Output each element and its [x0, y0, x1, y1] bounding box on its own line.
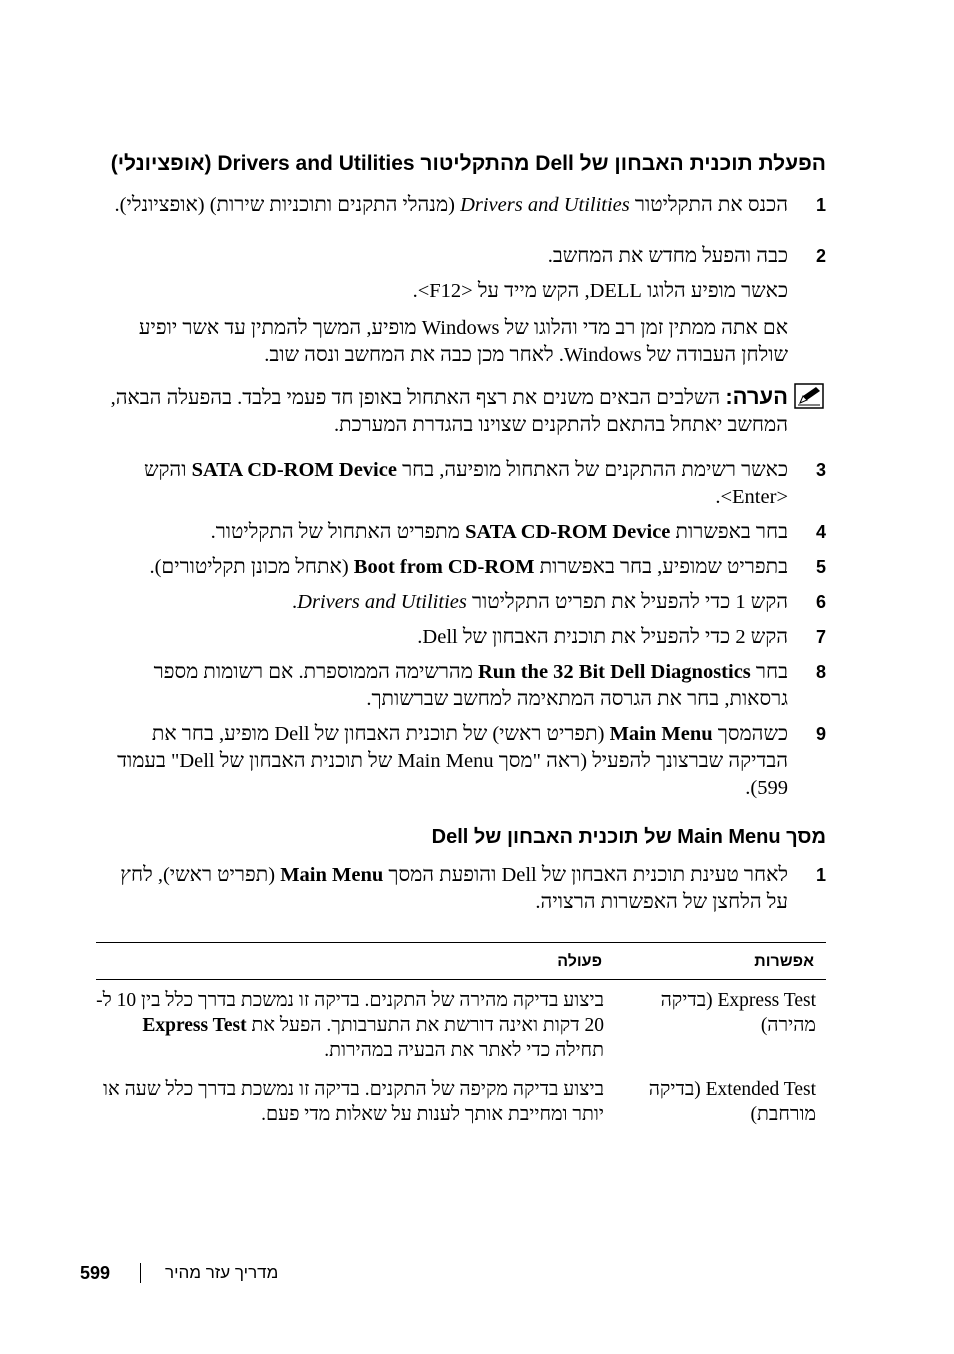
step-number: 4	[815, 522, 826, 542]
note-pencil-icon	[788, 383, 826, 409]
step-number: 6	[815, 592, 826, 612]
step-8: 8 בחר Run the 32 Bit Dell Diagnostics מהרשימה הממוספרת. אם רשומות מספר גרסאות, בחר את הגרסה המתאימה למחשב שברשותך.	[153, 661, 826, 710]
page-number: 599	[80, 1262, 111, 1283]
note-label: הערה:	[725, 384, 788, 409]
options-table	[96, 942, 826, 1133]
step-7: 7 הקש 2 כדי להפעיל את תוכנית האבחון של Dell.	[96, 624, 826, 651]
step-number: 1	[815, 865, 826, 885]
step-2	[96, 243, 826, 270]
subsection-heading: מסך Main Menu של תוכנית האבחון של Dell	[431, 826, 826, 848]
paragraph-logo: כאשר מופיע הלוגו DELL, הקש מייד על <F12>.	[412, 280, 788, 302]
action-cell: ביצוע בדיקה מקיפה של התקנים. בדיקה זו נמשכת בדרך כלל שעה או יותר ומחייבת אותך לענות על שאלות מדי פעם.	[103, 1079, 604, 1125]
table-row	[96, 980, 826, 1070]
step-5: 5 בתפריט שמופיע, בחר באפשרות Boot from CD-ROM (אתחל מכונן תקליטורים).	[96, 554, 826, 581]
step-text: כבה והפעל מחדש את המחשב.	[547, 245, 788, 267]
page-footer	[80, 1262, 340, 1284]
step-3: 3 כאשר רשימת ההתקנים של האתחול מופיעה, בחר SATA CD-ROM Device והקש <Enter>.	[143, 459, 826, 508]
step-4: 4 בחר באפשרות SATA CD-ROM Device מתפריט האתחול של התקליטור.	[96, 519, 826, 546]
step-6: 6 הקש 1 כדי להפעיל את תפריט התקליטור Drivers and Utilities.	[96, 589, 826, 616]
step-1	[96, 192, 826, 219]
step-text: הכנס את התקליטור Drivers and Utilities (מנהלי התקנים ותוכניות שירות) (אופציונלי).	[114, 194, 788, 216]
note-text: השלבים הבאים משנים את רצף האתחול באופן חד פעמי בלבד. בהפעלה הבאה, המחשב יאתחל בהתאם להתקנים שצוינו בהגדרת המערכת.	[110, 387, 788, 436]
step-number: 5	[815, 557, 826, 577]
step-number: 3	[815, 460, 826, 480]
column-header-option: אפשרות	[614, 943, 826, 980]
step-9: 9 כשהמסך Main Menu (תפריט ראשי) של תוכנית האבחון של Dell מופיע, בחר את הבדיקה שברצונך להפעיל (ראה "מסך Main Menu של תוכנית האבחון של Dell" בעמוד 599).	[117, 723, 826, 799]
note-box	[96, 383, 826, 439]
paragraph-windows: אם אתה ממתין זמן רב מדי והלוגו של Windows מופיע, המשך להמתין עד אשר יופיע שולחן העבודה של Windows. לאחר מכן כבה את המחשב ונסה שוב.	[138, 317, 788, 366]
page-content	[96, 150, 826, 1133]
column-header-action: פעולה	[96, 943, 614, 980]
footer-divider	[140, 1263, 141, 1283]
step-number: 2	[815, 246, 826, 266]
step-number: 8	[815, 662, 826, 682]
option-cell: Express Test (בדיקה מהירה)	[660, 990, 816, 1036]
step-number: 7	[815, 627, 826, 647]
option-cell: Extended Test (בדיקה מורחבת)	[648, 1079, 816, 1125]
main-menu-step-1: 1 לאחר טעינת תוכנית האבחון של Dell והופעת המסך Main Menu (תפריט ראשי), לחץ על הלחצן של האפשרות הרצויה.	[120, 864, 826, 913]
step-number: 9	[815, 724, 826, 744]
table-row	[96, 1069, 826, 1133]
footer-title: מדריך עזר מהיר	[165, 1263, 279, 1282]
section-heading: הפעלת תוכנית האבחון של Dell מהתקליטור Drivers and Utilities (אופציונלי)	[110, 152, 826, 175]
action-cell: ביצוע בדיקה מהירה של התקנים. בדיקה זו נמשכת בדרך כלל בין 10 ל- 20 דקות ואינה דורשת את התערבותך. הפעל את Express Test תחילה כדי לאתר את הבעיה במהירות.	[96, 990, 604, 1061]
step-number: 1	[815, 195, 826, 215]
